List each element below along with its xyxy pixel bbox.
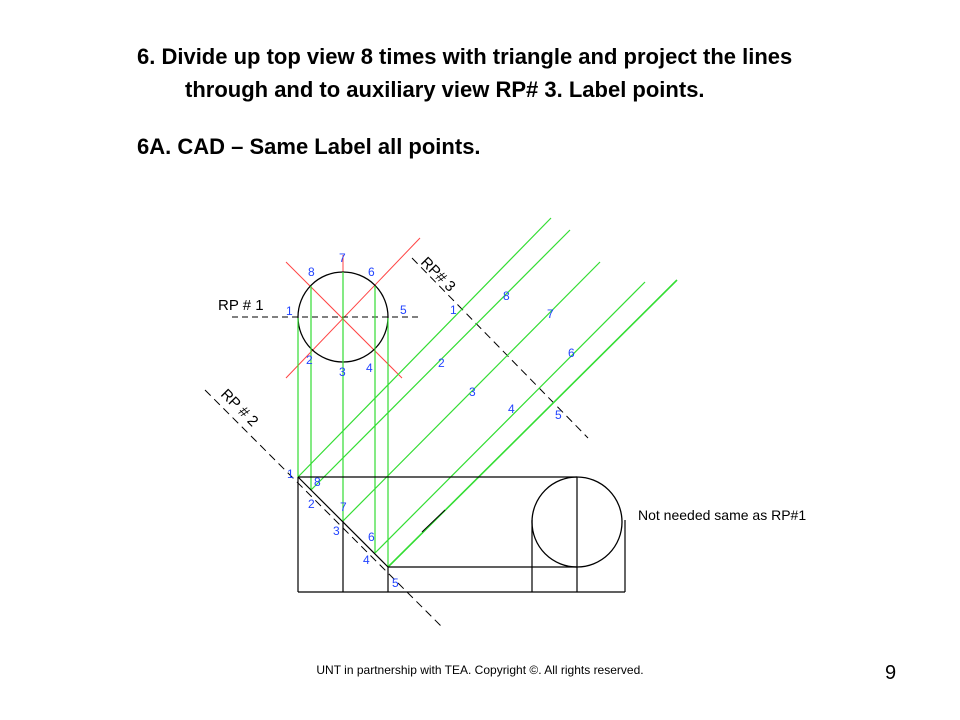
aux-point-1: 1 — [450, 303, 457, 317]
step-6a-heading: 6A. CAD – Same Label all points. — [137, 134, 481, 159]
top-point-1: 1 — [286, 304, 293, 318]
step-6-heading-line1: 6. Divide up top view 8 times with triangle and project the lines — [137, 44, 793, 69]
side-view-note: Not needed same as RP#1 — [638, 507, 807, 523]
aux-point-2: 2 — [438, 356, 445, 370]
aux-point-6: 6 — [568, 346, 575, 360]
diagonal-projection-lines — [298, 218, 677, 567]
edge-point-5: 5 — [392, 576, 399, 590]
top-point-4: 4 — [366, 361, 373, 375]
edge-point-6: 6 — [368, 530, 375, 544]
aux-point-8: 8 — [503, 289, 510, 303]
page-number: 9 — [885, 662, 897, 684]
aux-point-4: 4 — [508, 402, 515, 416]
construction-diagonal-a — [286, 262, 402, 378]
stray-mark — [422, 510, 445, 532]
edge-point-7: 7 — [340, 500, 347, 514]
top-point-7: 7 — [339, 251, 346, 265]
edge-point-1: 1 — [287, 467, 294, 481]
edge-point-3: 3 — [333, 524, 340, 538]
edge-point-2: 2 — [308, 497, 315, 511]
edge-point-8: 8 — [314, 475, 321, 489]
aux-point-3: 3 — [469, 385, 476, 399]
footer-copyright: UNT in partnership with TEA. Copyright ©. All rights reserved. — [316, 663, 644, 677]
top-point-5: 5 — [400, 303, 407, 317]
top-point-8: 8 — [308, 265, 315, 279]
top-point-3: 3 — [339, 365, 346, 379]
aux-point-5: 5 — [555, 408, 562, 422]
rp2-label: RP # 2 — [217, 385, 262, 431]
projection-diagonal-4 — [375, 282, 645, 553]
aux-point-7: 7 — [547, 307, 554, 321]
edge-point-4: 4 — [363, 553, 370, 567]
top-point-6: 6 — [368, 265, 375, 279]
step-6-heading-line2: through and to auxiliary view RP# 3. Label points. — [185, 77, 705, 102]
rp3-label: RP# 3 — [417, 253, 459, 296]
top-point-2: 2 — [306, 353, 313, 367]
rp1-label: RP # 1 — [218, 297, 264, 314]
